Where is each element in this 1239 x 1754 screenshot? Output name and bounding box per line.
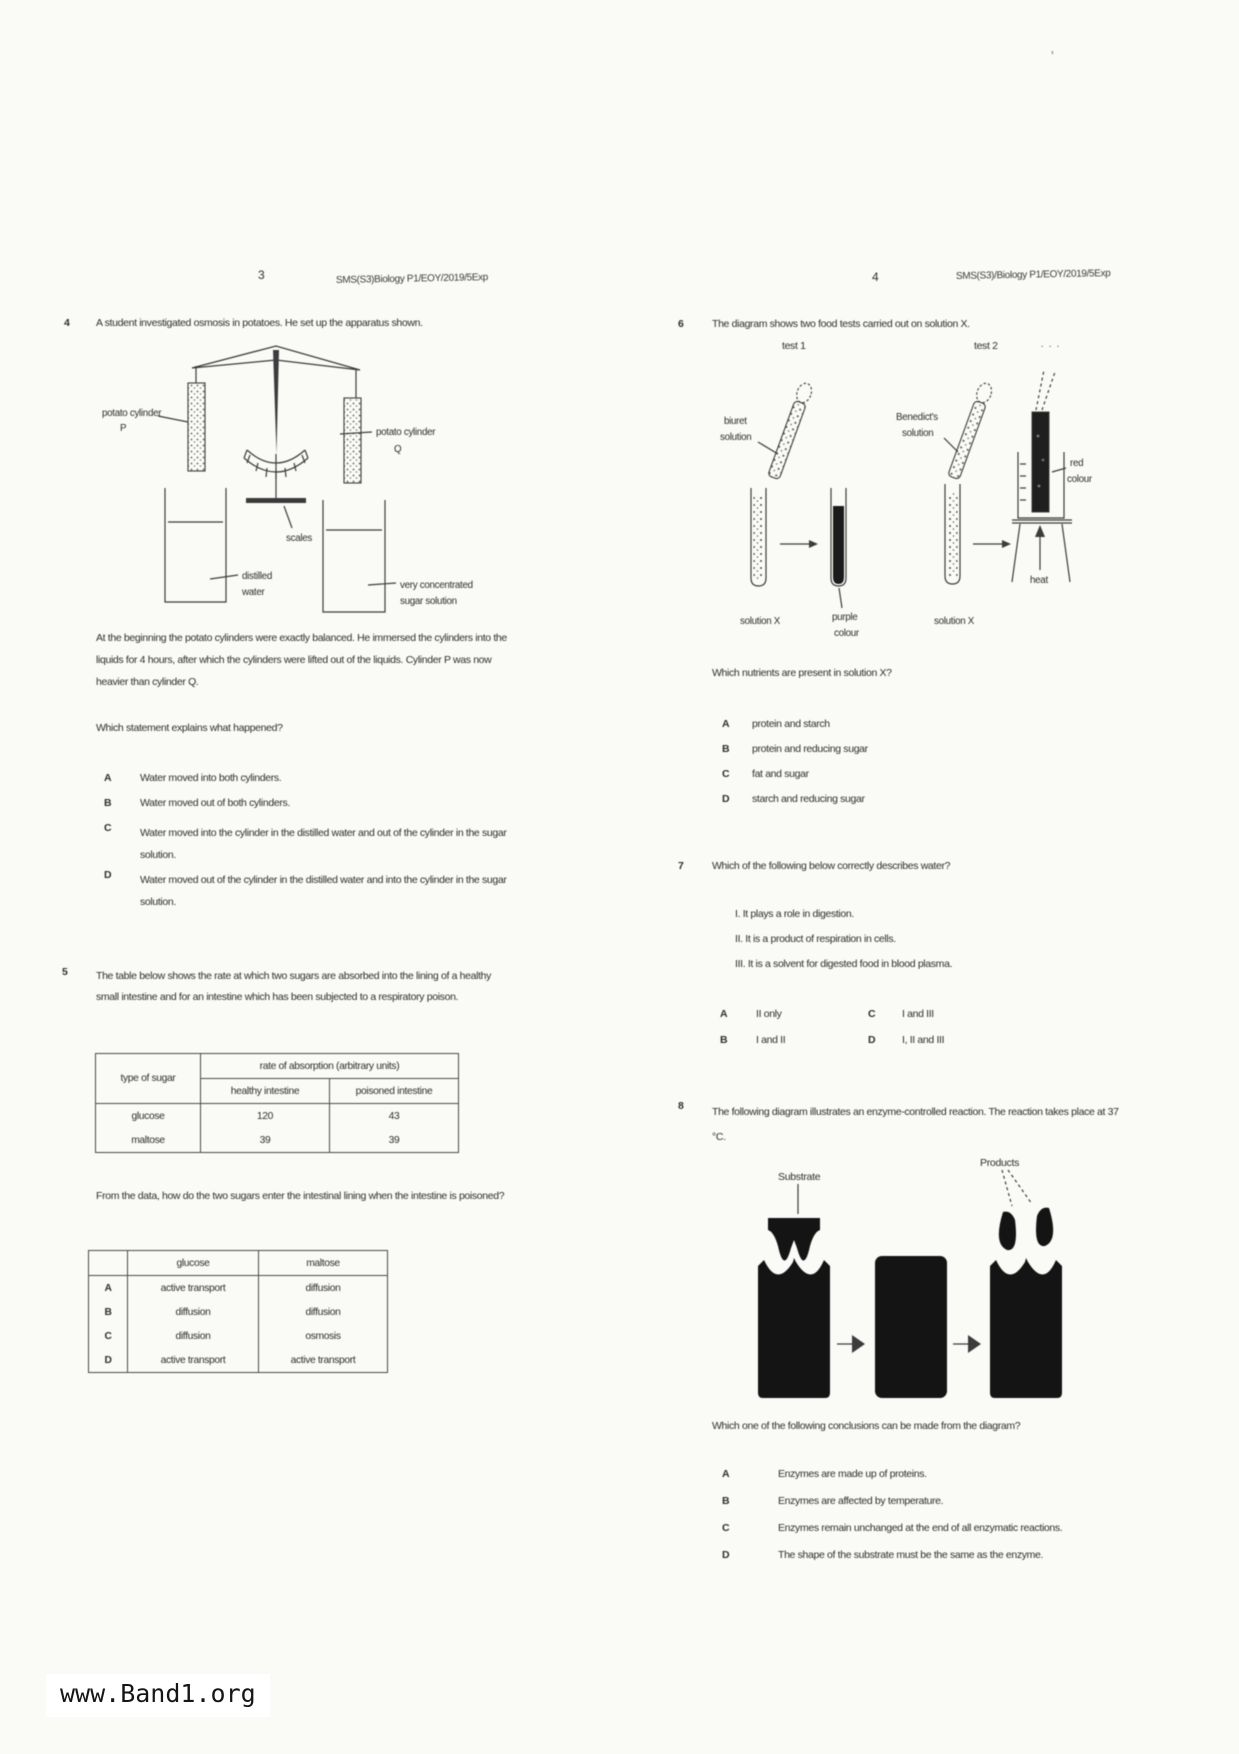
option-row	[89, 1324, 388, 1348]
label-p: P	[120, 423, 127, 434]
beaker-sugar-solution	[323, 500, 385, 612]
q5-number: 5	[62, 966, 68, 978]
q6-number: 6	[678, 318, 684, 330]
q4-option-a-text: Water moved into both cylinders.	[140, 772, 282, 784]
label-test1: test 1	[782, 340, 806, 352]
option-letter: D	[89, 1348, 128, 1373]
q5-options-table	[88, 1250, 388, 1373]
table-subheader-poisoned: poisoned intestine	[330, 1079, 459, 1104]
q7-statement-3: III. It is a solvent for digested food in blood plasma.	[735, 958, 953, 970]
enzyme-substrate-complex	[875, 1256, 947, 1398]
q7-option-b-letter: B	[720, 1034, 728, 1046]
enzyme-shape-left	[758, 1258, 830, 1398]
options-header-maltose: maltose	[259, 1251, 388, 1276]
absorption-rate-table	[95, 1053, 459, 1153]
stand-leg	[1012, 524, 1020, 582]
q7-number: 7	[678, 860, 684, 872]
q8-option-d-text: The shape of the substrate must be the same as the enzyme.	[778, 1549, 1044, 1561]
heated-tube-red	[1032, 412, 1049, 512]
q5-question: From the data, how do the two sugars enter the intestinal lining when the intestine is poisoned?	[96, 1190, 505, 1202]
option-glucose: active transport	[128, 1276, 259, 1301]
watermark: www.Band1.org	[46, 1674, 270, 1717]
q6-option-d-letter: D	[722, 793, 730, 805]
potato-cylinder-q	[344, 398, 361, 483]
q6-option-b-text: protein and reducing sugar	[752, 743, 868, 755]
enzyme-shape-right	[990, 1258, 1062, 1398]
option-glucose: active transport	[128, 1348, 259, 1373]
balance-needle	[273, 350, 279, 454]
label-biuret-solution: solution	[720, 432, 752, 443]
q7-option-d-text: I, II and III	[902, 1034, 945, 1046]
option-glucose: diffusion	[128, 1324, 259, 1348]
cell-sugar: glucose	[96, 1104, 201, 1129]
potato-cylinder-p	[188, 383, 205, 471]
q8-question: Which one of the following conclusions can be made from the diagram?	[712, 1420, 1021, 1432]
q8-option-d-letter: D	[722, 1549, 730, 1561]
table-span-header: rate of absorption (arbitrary units)	[201, 1054, 459, 1079]
food-tests-diagram	[640, 356, 1110, 648]
q5-intro: The table below shows the rate at which two sugars are absorbed into the lining of a healthy small intestine and for an intestine which has been subjected to a respiratory poison.	[96, 970, 492, 1003]
q7-option-c-letter: C	[868, 1008, 876, 1020]
q4-option-b-letter: B	[104, 797, 112, 809]
q4-intro: A student investigated osmosis in potatoes. He set up the apparatus shown.	[96, 317, 423, 329]
empty-header-cell	[89, 1251, 128, 1276]
q8-option-a-text: Enzymes are made up of proteins.	[778, 1468, 927, 1480]
product-shape	[1036, 1208, 1053, 1246]
table-subheader-healthy: healthy intestine	[201, 1079, 330, 1104]
label-potato-cylinder-q: potato cylinder	[376, 427, 436, 438]
q4-option-b-text: Water moved out of both cylinders.	[140, 797, 290, 809]
cell-healthy: 120	[201, 1104, 330, 1129]
option-letter: A	[89, 1276, 128, 1301]
q4-question: Which statement explains what happened?	[96, 722, 283, 734]
q6-option-b-letter: B	[722, 743, 730, 755]
cell-poisoned: 43	[330, 1104, 459, 1129]
q7-option-c-text: I and III	[902, 1008, 934, 1020]
q4-option-a-letter: A	[104, 772, 112, 784]
option-glucose: diffusion	[128, 1300, 259, 1324]
q4-option-d-text: Water moved out of the cylinder in the distilled water and into the cylinder in the sugar solution.	[140, 874, 507, 908]
label-purple-colour: colour	[834, 628, 859, 639]
q6-question: Which nutrients are present in solution X?	[712, 667, 892, 679]
label-benedicts: Benedict's	[896, 412, 938, 423]
options-header-glucose: glucose	[128, 1251, 259, 1276]
label-potato-cylinder-p: potato cylinder	[102, 408, 162, 419]
scales-base	[246, 498, 306, 503]
option-row	[89, 1276, 388, 1301]
label-scales: scales	[286, 533, 312, 544]
label-water: water	[242, 587, 265, 598]
q7-option-a-letter: A	[720, 1008, 728, 1020]
q7-statement-2: II. It is a product of respiration in cells.	[735, 933, 896, 945]
q4-option-c-text: Water moved into the cylinder in the distilled water and out of the cylinder in the sugar solution.	[140, 827, 507, 861]
cell-poisoned: 39	[330, 1128, 459, 1153]
label-solution-x-left: solution X	[740, 616, 781, 627]
label-solution-x-right: solution X	[934, 616, 975, 627]
benedicts-dropper	[947, 381, 994, 480]
scan-noise-dots: · · ·	[1040, 338, 1061, 353]
table-row	[96, 1128, 459, 1153]
stand-leg	[1062, 524, 1070, 582]
cell-sugar: maltose	[96, 1128, 201, 1153]
label-red: red	[1070, 458, 1084, 469]
enzyme-reaction-diagram	[665, 1148, 1085, 1410]
q6-option-c-letter: C	[722, 768, 730, 780]
option-maltose: osmosis	[259, 1324, 388, 1348]
scan-noise-apostrophe: '	[1051, 48, 1054, 65]
label-distilled: distilled	[242, 571, 272, 582]
q6-option-d-text: starch and reducing sugar	[752, 793, 865, 805]
option-maltose: diffusion	[259, 1276, 388, 1301]
label-biuret: biuret	[724, 416, 747, 427]
q6-option-c-text: fat and sugar	[752, 768, 809, 780]
cell-healthy: 39	[201, 1128, 330, 1153]
option-letter: B	[89, 1300, 128, 1324]
table-col1-header: type of sugar	[96, 1054, 201, 1104]
label-q: Q	[394, 444, 402, 455]
option-letter: C	[89, 1324, 128, 1348]
osmosis-apparatus-diagram	[88, 336, 490, 632]
q6-option-a-letter: A	[722, 718, 730, 730]
page-number: 3	[258, 268, 265, 282]
q6-option-a-text: protein and starch	[752, 718, 830, 730]
option-row	[89, 1348, 388, 1373]
option-row	[89, 1300, 388, 1324]
q8-option-b-text: Enzymes are affected by temperature.	[778, 1495, 944, 1507]
table-row	[96, 1104, 459, 1129]
label-sugar-solution: sugar solution	[400, 596, 457, 607]
label-very-concentrated: very concentrated	[400, 580, 473, 591]
label-test2: test 2	[974, 340, 998, 352]
label-heat: heat	[1030, 575, 1048, 586]
product-shape	[999, 1212, 1016, 1250]
q4-option-c-letter: C	[104, 822, 112, 834]
q7-question: Which of the following below correctly describes water?	[712, 860, 951, 872]
q8-option-b-letter: B	[722, 1495, 730, 1507]
page-number: 4	[872, 270, 879, 284]
header-code: SMS(S3)Biology P1/EOY/2019/5Exp	[335, 272, 489, 286]
substrate-shape	[768, 1218, 820, 1261]
q7-statement-1: I. It plays a role in digestion.	[735, 908, 854, 920]
q8-option-c-letter: C	[722, 1522, 730, 1534]
label-benedicts-solution: solution	[902, 428, 934, 439]
q4-body: At the beginning the potato cylinders were exactly balanced. He immersed the cylinders into the liquids for 4 hours, after which the cylinders were lifted out of the liquids. Cylinder P was now heavier than cylinder Q.	[96, 632, 507, 688]
label-substrate: Substrate	[778, 1171, 821, 1183]
q7-option-d-letter: D	[868, 1034, 876, 1046]
beaker-distilled-water	[165, 488, 226, 602]
option-maltose: diffusion	[259, 1300, 388, 1324]
q8-option-a-letter: A	[722, 1468, 730, 1480]
q8-option-c-text: Enzymes remain unchanged at the end of all enzymatic reactions.	[778, 1522, 1063, 1534]
label-red-colour: colour	[1067, 474, 1092, 485]
q6-intro: The diagram shows two food tests carried out on solution X.	[712, 318, 970, 330]
label-products: Products	[980, 1157, 1020, 1169]
biuret-dropper	[767, 381, 814, 480]
q4-option-d-letter: D	[104, 869, 112, 881]
label-purple: purple	[832, 612, 858, 623]
q8-intro: The following diagram illustrates an enzyme-controlled reaction. The reaction takes place at 37 °C.	[712, 1106, 1119, 1143]
option-maltose: active transport	[259, 1348, 388, 1373]
header-code: SMS(S3)/Biology P1/EOY/2019/5Exp	[955, 268, 1111, 282]
q7-option-a-text: II only	[756, 1008, 782, 1020]
q4-number: 4	[64, 317, 70, 329]
q7-option-b-text: I and II	[756, 1034, 786, 1046]
q8-number: 8	[678, 1100, 684, 1112]
